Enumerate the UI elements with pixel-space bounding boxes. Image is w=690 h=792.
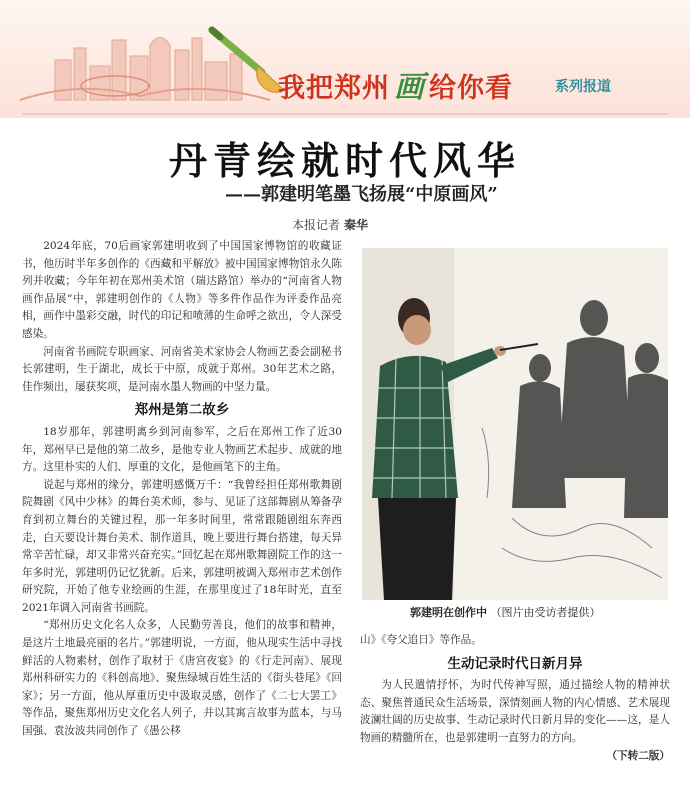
series-title-part1: 我把郑州	[278, 73, 390, 104]
left-column	[22, 238, 342, 741]
article-photo	[362, 248, 668, 600]
continue-note: （下转二版）	[606, 749, 670, 762]
section-heading-1: 郑州是第二故乡	[134, 402, 230, 419]
continued-paragraph: 山》《夸父追日》等作品。	[360, 634, 482, 646]
intro-paragraph-1: 2024年底，70后画家郭建明收到了中国国家博物馆的收藏证书，他历时半年多创作的《西藏和平解放》被中国国家博物馆永久陈列并收藏；今年年初在郑州美术馆（瑞达路馆）举办的“河南省人物画作品展”中，郭建明创作的《人物》等多件作品作为评委作品亮相，画作中墨彩交融，时代的印记和喷薄的生命呼之欲出，令人深受感染。	[22, 240, 342, 340]
subheadline: ——郭建明笔墨飞扬展“中原画风”	[225, 184, 498, 205]
series-title-hua: 画	[394, 70, 425, 105]
intro-paragraph-2: 河南省书画院专职画家、河南省美术家协会人物画艺委会副秘书长郭建明，生于湖北，成长于中原，成就于郑州。30年艺术之路，佳作频出，屡获奖项，是河南水墨人物画的中坚力量。	[22, 345, 342, 393]
byline	[292, 216, 368, 233]
byline-prefix: 本报记者	[292, 218, 341, 232]
section1-paragraph-1: 18岁那年，郭建明离乡到河南参军，之后在郑州工作了近30年，郑州早已是他的第二故乡，是他专业人物画艺术起步、成就的地方。这里朴实的人们、厚重的文化，是他画笔下的主角。	[22, 425, 342, 474]
series-tag: 系列报道	[555, 79, 611, 95]
byline-name: 秦华	[344, 218, 369, 232]
headline: 丹青绘就时代风华	[168, 138, 521, 183]
painter-at-work-illustration	[362, 248, 668, 600]
section2-paragraph: 为人民遣情抒怀，为时代传神写照，通过描绘人物的精神状态、聚焦普通民众生活场景，深情刻画人物的内心情感、艺术展现波澜壮阔的历史故事、生动记录时代日新月异的变化——这，是人物画的精髓所在，也是郭建明一直努力的方向。	[360, 679, 670, 744]
series-title	[278, 62, 513, 106]
section1-paragraph-3: “郑州历史文化名人众多，人民勤劳善良，他们的故事和精神，是这片土地最亮丽的名片。”郭建明说，一方面，他从现实生活中寻找鲜活的人物素材，创作了取材于《唐宫夜宴》的《行走河南》、展现郑州科研实力的《科创高地》、聚焦绿城百姓生活的《街头巷尾》《回家》；另一方面，他从厚重历史中汲取灵感，创作了《二七大罢工》等作品，聚焦郑州历史文化名人列子，并以其寓言故事为蓝本，与马国强、袁汝波共同创作了《愚公移	[22, 619, 342, 738]
photo-caption-subject: 郭建明在创作中	[410, 606, 487, 619]
right-column	[360, 632, 670, 765]
series-title-part2: 给你看	[429, 73, 513, 104]
photo-caption-credit: （图片由受访者提供）	[490, 606, 601, 619]
section1-paragraph-2: 说起与郑州的缘分，郭建明感慨万千：“我曾经担任郑州歌舞剧院舞剧《风中少林》的舞台美术师，参与、见证了这部舞剧从筹备孕育到初立舞台的关键过程，那一年多时间里，常常跟随剧组东奔西走，白天要设计舞台美术、制作道具，晚上要进行舞台搭建，每天异常辛苦忙碌，却又非常兴奋充实。”回忆起在郑州歌舞剧院工作的这一年多时光，郭建明仍记忆犹新。后来，郭建明被调入郑州市艺术创作研究院，开始了他专业绘画的生涯，在那里度过了18年时光，直至2021年调入河南省书画院。	[22, 478, 342, 614]
photo-caption	[410, 604, 601, 620]
section-heading-2: 生动记录时代日新月异	[447, 655, 583, 672]
series-banner	[0, 0, 690, 118]
